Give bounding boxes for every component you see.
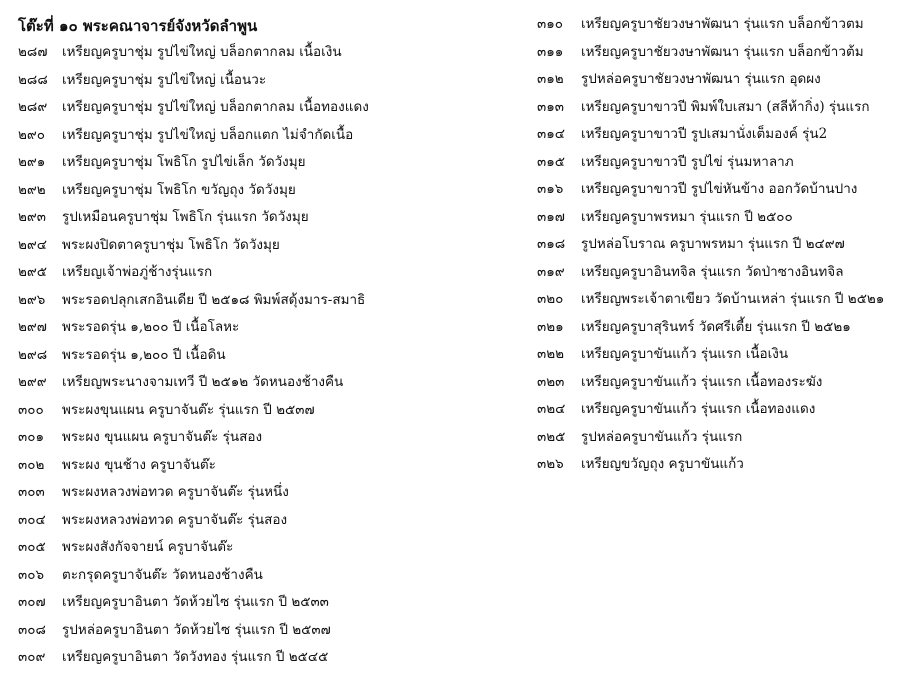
item-text: เหรียญครูบาชุ่ม โพธิโก รูปไข่เล็ก วัดวังมุย — [62, 154, 306, 170]
item-text: เหรียญเจ้าพ่อภู่ช้างรุ่นแรก — [62, 264, 213, 280]
item-text: พระผงสังกัจจายน์ ครูบาจันต๊ะ — [62, 539, 234, 555]
item-text: เหรียญครูบาอินตา วัดวังทอง รุ่นแรก ปี ๒๕๔๕ — [62, 649, 329, 665]
item-number: ๒๙๕ — [18, 264, 48, 280]
list-item — [537, 232, 845, 256]
item-number: ๒๘๘ — [18, 71, 48, 88]
list-item — [537, 260, 843, 284]
item-number: ๓๑๒ — [537, 71, 564, 87]
item-number: ๓๐๕ — [18, 539, 46, 555]
list-item — [18, 563, 263, 587]
list-item — [537, 287, 884, 311]
item-number: ๓๑๕ — [537, 153, 566, 170]
document-title: โต๊ะที่ ๑๐ พระคณาจารย์จังหวัดลำพูน — [18, 17, 258, 35]
item-text: ตะกรุดครูบาจันต๊ะ วัดหนองช้างคืน — [62, 566, 263, 583]
list-item — [537, 425, 742, 449]
item-text: พระรอดรุ่น ๑,๒๐๐ ปี เนื้อโลหะ — [62, 319, 240, 335]
item-number: ๓๒๔ — [537, 401, 566, 417]
list-item — [18, 260, 212, 284]
item-number: ๓๐๘ — [18, 621, 46, 638]
item-number: ๒๙๑ — [18, 154, 46, 170]
item-number: ๒๙๗ — [18, 319, 47, 335]
item-number: ๓๑๑ — [537, 43, 564, 60]
item-text: รูปหล่อครูบาอินตา วัดห้วยไซ รุ่นแรก ปี ๒๕๓๗ — [62, 621, 331, 638]
item-number: ๒๙๘ — [18, 346, 48, 363]
list-item — [18, 233, 280, 257]
item-number: ๓๐๓ — [18, 484, 45, 500]
item-text: เหรียญครูบาขาวปี รูปเสมานั่งเต็มองค์ รุ่น2 — [581, 126, 828, 142]
item-number: ๓๑๙ — [537, 263, 565, 280]
item-text: พระผงหลวงพ่อทวด ครูบาจันต๊ะ รุ่นสอง — [62, 511, 288, 528]
list-item — [18, 68, 266, 92]
item-text: รูปหล่อครูบาขันแก้ว รุ่นแรก — [581, 428, 743, 445]
item-number: ๓๑๓ — [537, 98, 565, 115]
item-number: ๒๙๐ — [18, 126, 46, 143]
item-number: ๒๙๔ — [18, 236, 48, 253]
item-text: พระผงขุนแผน ครูบาจันต๊ะ รุ่นแรก ปี ๒๕๓๗ — [62, 401, 315, 418]
item-text: เหรียญพระเจ้าตาเขียว วัดบ้านเหล่า รุ่นแรก ปี ๒๕๒๑ — [581, 291, 885, 307]
item-text: เหรียญครูบาอินทจิล รุ่นแรก วัดป่าซางอินทจิล — [581, 263, 844, 280]
item-text: เหรียญครูบาขันแก้ว รุ่นแรก เนื้อทองระฆัง — [581, 373, 823, 390]
item-number: ๒๘๙ — [18, 99, 48, 115]
list-item — [18, 453, 216, 477]
item-text: พระผง ขุนแผน ครูบาจันต๊ะ รุ่นสอง — [62, 429, 263, 445]
item-number: ๒๙๒ — [18, 181, 46, 198]
item-number: ๒๘๗ — [18, 44, 48, 60]
list-item — [537, 397, 815, 421]
item-text: พระรอดปลุกเสกอินเดีย ปี ๒๕๑๘ พิมพ์สดุ้งมาร-สมาธิ — [62, 291, 366, 308]
item-text: เหรียญครูบาชุ่ม รูปไข่ใหญ่ เนื้อนวะ — [62, 71, 267, 88]
item-text: เหรียญครูบาสุรินทร์ วัดศรีเตี้ย รุ่นแรก ปี ๒๕๒๑ — [581, 318, 851, 335]
item-number: ๓๒๐ — [537, 291, 564, 307]
list-item — [18, 590, 329, 614]
item-text: เหรียญพระนางจามเทวี ปี ๒๕๑๒ วัดหนองช้างคืน — [62, 374, 344, 390]
item-text: เหรียญครูบาพรหมา รุ่นแรก ปี ๒๕๐๐ — [581, 208, 793, 225]
list-item — [18, 480, 289, 504]
list-item — [18, 150, 306, 174]
item-text: รูปหล่อครูบาชัยวงษาพัฒนา รุ่นแรก อุดผง — [581, 71, 821, 87]
item-number: ๓๒๑ — [537, 318, 564, 335]
item-number: ๓๑๐ — [537, 16, 564, 32]
list-item — [18, 645, 328, 669]
list-item — [18, 535, 233, 559]
list-item — [18, 425, 262, 449]
list-item — [537, 67, 821, 91]
list-item — [18, 398, 315, 422]
item-text: พระผงปิดตาครูบาชุ่ม โพธิโก วัดวังมุย — [62, 236, 280, 253]
item-text: เหรียญขวัญถุง ครูบาขันแก้ว — [581, 456, 744, 472]
item-text: เหรียญครูบาชุ่ม รูปไข่ใหญ่ บล็อกตากลม เนื้อทองแดง — [62, 99, 369, 115]
list-item — [18, 205, 309, 229]
item-text: รูปหล่อโบราณ ครูบาพรหมา รุ่นแรก ปี ๒๔๙๗ — [581, 236, 845, 252]
item-number: ๓๒๒ — [537, 346, 565, 362]
item-text: รูปเหมือนครูบาชุ่ม โพธิโก รุ่นแรก วัดวังมุย — [62, 209, 309, 225]
list-item — [537, 452, 744, 476]
list-item — [537, 177, 857, 201]
item-number: ๒๙๙ — [18, 374, 47, 390]
list-item — [18, 315, 239, 339]
item-text: เหรียญครูบาขันแก้ว รุ่นแรก เนื้อทองแดง — [581, 401, 816, 417]
list-item — [18, 95, 369, 119]
list-item — [18, 288, 365, 312]
item-text: เหรียญครูบาชุ่ม โพธิโก ขวัญถุง วัดวังมุย — [62, 181, 296, 198]
list-item — [18, 508, 287, 532]
item-text: เหรียญครูบาขันแก้ว รุ่นแรก เนื้อเงิน — [581, 346, 789, 362]
item-text: เหรียญครูบาอินตา วัดห้วยไซ รุ่นแรก ปี ๒๕๓๓ — [62, 594, 329, 610]
item-text: พระผงหลวงพ่อทวด ครูบาจันต๊ะ รุ่นหนึ่ง — [62, 484, 289, 500]
item-text: เหรียญครูบาชุ่ม รูปไข่ใหญ่ บล็อกตากลม เนื้อเงิน — [62, 44, 342, 60]
item-text: พระผง ขุนช้าง ครูบาจันต๊ะ — [62, 456, 216, 473]
item-number: ๓๐๙ — [18, 649, 46, 665]
list-item — [18, 123, 353, 147]
item-number: ๓๑๗ — [537, 208, 565, 225]
list-item — [18, 370, 343, 394]
list-item — [18, 343, 226, 367]
list-item — [537, 40, 864, 64]
item-number: ๓๑๘ — [537, 236, 566, 252]
list-item — [537, 205, 793, 229]
item-number: ๓๒๖ — [537, 456, 564, 472]
item-number: ๓๐๑ — [18, 429, 45, 445]
list-item — [537, 122, 827, 146]
list-item — [537, 95, 870, 119]
list-item — [18, 40, 342, 64]
list-item — [537, 315, 851, 339]
item-number: ๒๙๖ — [18, 291, 46, 308]
item-text: เหรียญครูบาขาวปี พิมพ์ใบเสมา (สลีห้ากิ่ง) รุ่นแรก — [581, 98, 870, 115]
item-number: ๓๐๒ — [18, 456, 45, 473]
item-text: เหรียญครูบาขาวปี รูปไข่ รุ่นมหาลาภ — [581, 153, 794, 170]
list-item — [18, 178, 296, 202]
item-number: ๓๑๖ — [537, 181, 564, 197]
item-number: ๓๒๕ — [537, 428, 566, 445]
item-text: เหรียญครูบาชัยวงษาพัฒนา รุ่นแรก บล็อกข้าวต้ม — [581, 43, 864, 60]
item-number: ๒๙๓ — [18, 209, 47, 225]
item-number: ๓๐๖ — [18, 566, 45, 583]
item-number: ๓๐๗ — [18, 594, 46, 610]
item-number: ๓๒๓ — [537, 373, 565, 390]
item-number: ๓๐๐ — [18, 401, 44, 418]
list-item — [18, 618, 331, 642]
item-text: เหรียญครูบาชุ่ม รูปไข่ใหญ่ บล็อกแตก ไม่จำกัดเนื้อ — [62, 126, 354, 143]
list-item — [537, 370, 822, 394]
item-text: เหรียญครูบาชัยวงษาพัฒนา รุ่นแรก บล็อกข้าวตม — [581, 16, 864, 32]
item-text: พระรอดรุ่น ๑,๒๐๐ ปี เนื้อดิน — [62, 346, 226, 363]
list-item — [537, 150, 794, 174]
item-number: ๓๑๔ — [537, 126, 566, 142]
item-number: ๓๐๔ — [18, 511, 46, 528]
list-item — [537, 342, 788, 366]
item-text: เหรียญครูบาขาวปี รูปไข่หันข้าง ออกวัดบ้านปาง — [581, 181, 858, 197]
list-item — [537, 12, 864, 36]
